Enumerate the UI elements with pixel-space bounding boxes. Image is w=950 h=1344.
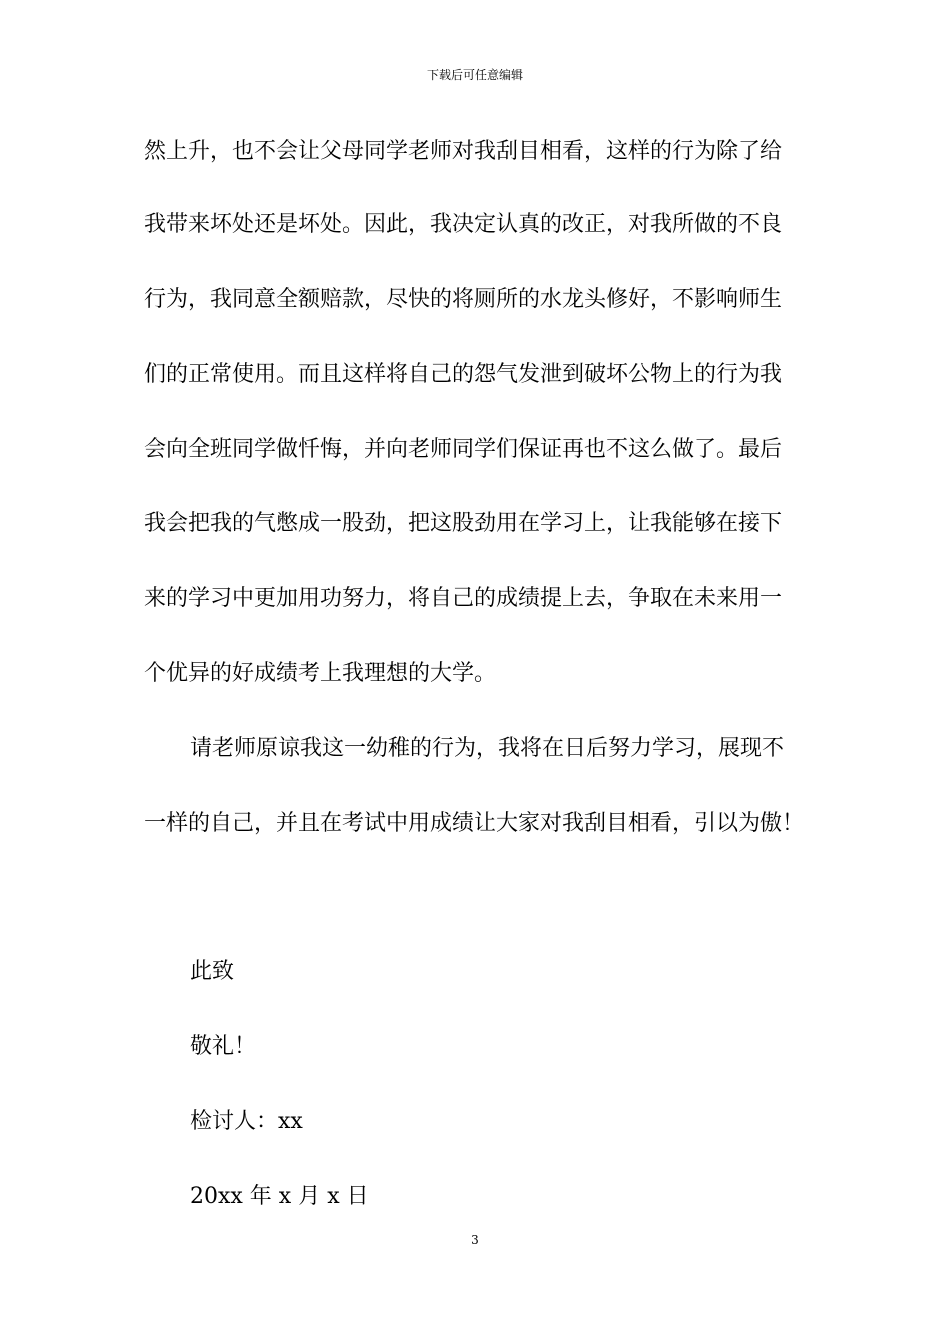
- text-line: 请老师原谅我这一幼稚的行为，我将在日后努力学习，展现不: [190, 736, 785, 761]
- date-line: 20xx 年 x 月 x 日: [190, 1184, 369, 1209]
- text-line: 们的正常使用。而且这样将自己的怨气发泄到破坏公物上的行为我: [144, 362, 783, 387]
- text-line: 行为，我同意全额赔款，尽快的将厕所的水龙头修好，不影响师生: [144, 287, 783, 312]
- closing-greeting: 此致: [190, 959, 235, 984]
- text-line: 会向全班同学做忏悔，并向老师同学们保证再也不这么做了。最后: [144, 437, 783, 462]
- text-line: 然上升，也不会让父母同学老师对我刮目相看，这样的行为除了给: [144, 139, 783, 164]
- signer-line: 检讨人：xx: [190, 1109, 303, 1134]
- page-number: 3: [471, 1233, 479, 1247]
- closing-salute: 敬礼！: [190, 1034, 257, 1059]
- text-line: 我带来坏处还是坏处。因此，我决定认真的改正，对我所做的不良: [144, 212, 783, 237]
- text-line: 一样的自己，并且在考试中用成绩让大家对我刮目相看，引以为傲！: [144, 811, 805, 836]
- text-line: 来的学习中更加用功努力，将自己的成绩提上去，争取在未来用一: [144, 586, 783, 611]
- text-line: 我会把我的气憋成一股劲，把这股劲用在学习上，让我能够在接下: [144, 511, 783, 536]
- text-line: 个优异的好成绩考上我理想的大学。: [144, 661, 497, 686]
- page-header: 下载后可任意编辑: [426, 68, 523, 82]
